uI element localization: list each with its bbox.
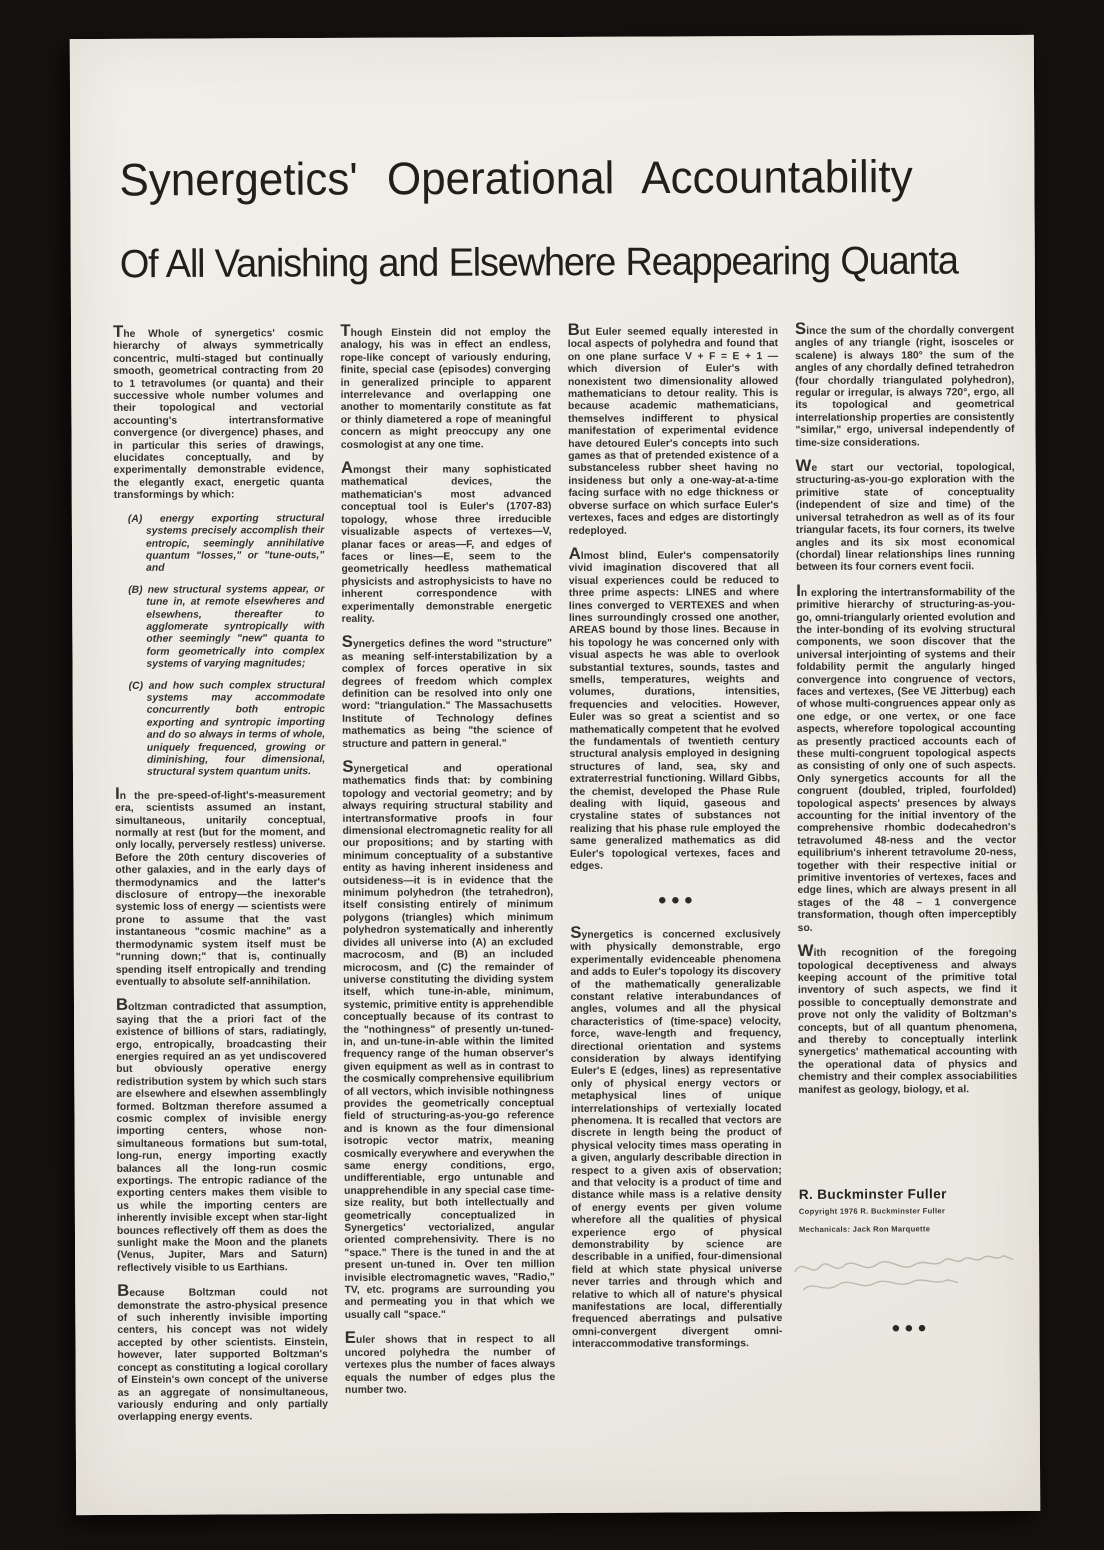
paragraph: Synergetics is concerned exclusively with physically demonstrable, ergo experimentally evidenceable phenomena and adds to Euler's topology its discovery of the mathematically generalizable constant relative interabundances of angles, volumes and all the physical characteristics of (time-space) velocity, force, wave-length and frequency, directional orientation and systems consideration by always identifying Euler's E (edges, lines) as representative only of physical energy vectors or metaphysical lines of unique interrelationships of vertexially located phenomena. It is recalled that vectors are discrete in length being the product of physical velocity times mass operating in a given, angularly describable direction in respect to a given axis of observation; and that velocity is a product of time and distance while mass is a relative density of energy events per given volume wherefore all the qualities of physical experience ergo of physical demonstrability by science are describable in a unified, four-dimensional field at which state physical universe never tarries and through which and relative to which all of nature's physical manifestations are local, differentially frequenced aberratings and pulsative omni-convergent divergent omni-interaccommodative transformings. <box>570 922 783 1351</box>
column-2 <box>340 320 556 1435</box>
poster <box>70 35 1040 1515</box>
credit-block <box>799 1188 1019 1335</box>
paragraph: Amongst their many sophisticated mathematical devices, the mathematician's most advanced conceptual tool is Euler's (1707-83) topology, whose three irreducible visualizable aspects of vertexes—V, planar faces or areas—F, and edges of faces or lines—E, seem to the geometrically heedless mathematical physicists and astrophysicists to have no inherent correspondence with experimentally demonstrable energetic reality. <box>340 457 552 625</box>
credit-author-name: R. Buckminster Fuller <box>798 1186 947 1202</box>
column-4 <box>794 318 1019 1433</box>
paragraph: Synergetics defines the word "structure" as meaning self-interstabilization by a complex of forces operative in six degrees of freedom which complex definition can be resolved into only one word: "triangulation." The Massachusetts Institute of Technology defines mathematics as being "the science of structure and pattern in general." <box>341 632 553 750</box>
paragraph: We start our vectorial, topological, structuring-as-you-go exploration with the primitive state of conceptuality (independent of size and time) of the universal tetrahedron as well as of its four triangular facets, its four corners, its twelve angles and its six most economical (chordal) linear relationships lines running between its four corners event focii. <box>795 455 1016 574</box>
paragraph: Almost blind, Euler's compensatorily vivid imagination discovered that all visual experiences could be reduced to three prime aspects: LINES and where lines converged to VERTEXES and when lines surroundingly crossed one another, AREAS bound by those lines. Because in his topology he was concerned only with visual aspects he was able to overlook substantial textures, sounds, tastes and smells, temperatures, weights and volumes, durations, intensities, frequencies and velocities. However, Euler was so great a scientist and so mathematically competent that he evolved the fundamentals of twentieth century structural analysis employed in designing structures of land, sea, sky and extraterrestrial functioning. Willard Gibbs, the chemist, developed the Phase Rule dealing with liquid, gaseous and crystaline states of substances not realizing that his phase rule employed the same generalized mathematics as did Euler's topological vertexes, faces and edges. <box>568 543 781 872</box>
paragraph: In exploring the intertransformability of the primitive hierarchy of structuring-as-you-go, omni-triangularly oriented evolution and the inter-bonding of its evolving structural components, we soon discover that the universal interjointing of systems and their foldability permit the angularly hinged convergence into congruence of vectors, faces and vertexes, (See VE Jitterbug) each of whose multi-congruences appear only as one edge, or one vertex, or one face aspects, wherefore topological accounting as presently practiced accounts each of these multi-congruent topological aspects as consisting of only one of such aspects. Only synergetics accounts for all the congruent (doubled, tripled, fourfolded) topological aspects' presences by always accounting for the initial inventory of the comprehensive rhombic dodecahedron's tetravolumed 48-ness and the vector equilibrium's inherent tetravolume 20-ness, together with their respective initial or primitive inventories of vertexes, faces and edge lines, which are always present in all stages of the 48 – 1 convergence transformation, though often imperceptibly so. <box>796 580 1017 934</box>
paragraph: Because Boltzman could not demonstrate the astro-physical presence of such inherently invisible importing centers, his concept was not widely accepted by other scientists. Einstein, however, later supported Boltzman's concept as constituting a logical corollary of Einstein's own concept of the universe as an aggregate of nonsimultaneous, variously enduring and only partially overlapping energy events. <box>117 1281 329 1424</box>
paragraph: Euler shows that in respect to all uncored polyhedra the number of vertexes plus the number of faces always equals the number of edges plus the number two. <box>344 1328 556 1396</box>
paragraph: The Whole of synergetics' cosmic hierarchy of always symmetrically concentric, multi-staged but continually smooth, geometrical contracting from 20 to 1 tetravolumes (or quanta) and their successive whole number volumes and their topological and vectorial accounting's intertransformative convergence (or divergence) phases, and in particular this series of drawings, elucidates conceptually, and by experimentally demonstrable evidence, the elegantly exact, energetic quanta transformings by which: <box>113 321 325 502</box>
list-item-a: (A) energy exporting structural systems precisely accomplish their entropic, seemingly annihilative quantum "losses," or "tune-outs," and <box>127 512 325 575</box>
paragraph: In the pre-speed-of-light's-measurement era, scientists assumed an instant, simultaneous, unitarily conceptual, normally at rest (but for the moment, and only locally, perversely restless) universe. Before the 20th century discoveries of other galaxies, and in the early days of thermodynamics and the latter's disclosure of entropy—the inexorable systemic loss of energy — scientists were prone to assume that the vast instantaneous "cosmic machine" as a thermodynamic system itself must be "running down;" that is, continually spending itself entropically and trending eventually to absolute self-annihilation. <box>115 783 327 988</box>
page-title: Synergetics' Operational Accountability <box>119 151 913 206</box>
credit-mechanicals: Mechanicals: Jack Ron Marquette <box>798 1224 931 1234</box>
section-divider-dots: ●●● <box>657 891 697 910</box>
list-item-c: (C) and how such complex structural systems may accommodate concurrently both entropic exporting and syntropic importing and do so always in terms of whole, uniquely frequenced, growing or diminishing, four dimensional, structural system quantum units. <box>128 679 326 779</box>
paragraph: Synergetical and operational mathematics finds that: by combining topology and vectorial geometry; and by always requiring structural stability and intertransformative proofs in four dimensional electromagnetic reality for all our propositions; and by starting with minimum conceptuality of a substantive entity as having inherent insideness and outsideness—it is in evidence that the minimum polyhedron (the tetrahedron), itself consisting entirely of minimum polygons (triangles) which minimum polyhedron systematically and inherently divides all universe into (A) an excluded macrocosm, and (B) an included microcosm, and (C) the remainder of universe constituting the dividing system itself, which tune-in-able, minimum, systemic, primitive entity is apprehendible conceptually because of its contrast to the "nothingness" of presently un-tuned-in, and un-tune-in-able within the limited frequency range of the human observer's given equipment as well as in contrast to the cosmically comprehensive equilibrium of all vectors, which invisible nothingness provides the geometrically conceptual field of structuring-as-you-go reference and is known as the four dimensional isotropic vector matrix, meaning cosmically everywhere and everywhen the same energy conditions, ergo, undifferentiable, ergo untunable and unapprehendible in any special case time-size reality, but both intellectually and geometrically conceptualized in Synergetics' vectorialized, angular oriented comprehensivity. There is no "space." There is the tuned in and the at present un-tuned in. Over ten million invisible electromagnetic waves, "Radio," TV, etc. programs are surrounding you and permeating you in that which we usually call "space." <box>342 756 555 1321</box>
credit-copyright: Copyright 1976 R. Buckminster Fuller <box>798 1206 946 1217</box>
page-subtitle: Of All Vanishing and Elsewhere Reappearing Quanta <box>119 239 958 287</box>
paragraph: Since the sum of the chordally convergent angles of any triangle (right, isosceles or scalene) is always 180° the sum of the angles of any chordally defined tetrahedron (four chordally triangulated polyhedron), regular or irregular, is always 720°, ergo, all its topological and geometrical interrelationship properties are consistently "similar," ergo, universal independently of time-size considerations. <box>794 318 1015 449</box>
list-item-b: (B) new structural systems appear, or tune in, at remote elsewheres and elsewhens, thereafter to agglomerate syntropically with other seemingly "new" quanta to form geometrically into complex systems of varying magnitudes; <box>128 583 325 670</box>
paragraph: With recognition of the foregoing topological deceptiveness and always keeping account of the primitive total inventory of such aspects, we find it possible to conceptually demonstrate and prove not only the validity of Boltzman's concepts, but of all quantum phenomena, and thereby to conceptually interlink synergetics' mathematical accounting with the operational data of physics and chemistry and their complex associabilities manifest as geology, biology, et al. <box>797 940 1018 1096</box>
credit-divider-dots: ●●● <box>891 1318 931 1337</box>
column-1 <box>113 321 329 1436</box>
paragraph: Though Einstein did not employ the analogy, his was in effect an endless, rope-like concept of variously enduring, finite, special case (episodes) converging in generalized principle to apparent interrelevance and overlapping one another to momentarily constitute as fat or thinly diametered a rope of meaningful concern as might preoccupy any one cosmologist at any one time. <box>340 320 552 451</box>
handwritten-signature-icon <box>792 1241 1019 1306</box>
text-columns <box>113 318 1019 1436</box>
paragraph: Boltzman contradicted that assumption, saying that the a priori fact of the existence of billions of stars, radiatingly, ergo, entropically, broadcasting their energies required an as yet undiscovered but obviously operative energy redistribution system by which such stars are elsewhere and elsewhen assemblingly formed. Boltzman therefore assumed a cosmic complex of invisible energy importing centers, whose non-simultaneous formations but sum-total, long-run, energy importing exactly balances all the long-run cosmic exportings. The entropic radiance of the exporting centers makes them visible to us while the importing centers are inherently invisible except when star-light bounces reflectively off them as does the sunlight make the Moon and the planets (Venus, Jupiter, Mars and Saturn) reflectively visible to us Earthians. <box>115 995 328 1274</box>
column-3 <box>567 319 783 1434</box>
paragraph: But Euler seemed equally interested in local aspects of polyhedra and found that on one plane surface V + F = E + 1 —which diversion of Euler's with nonexistent two dimensionality allowed mathematicians to detour reality. This is because academic mathematicians, themselves indifferent to physical manifestation of experimental evidence have detoured Euler's concepts into such games as that of pretended existence of a substanceless rubber sheet having no insideness but only a one-way-at-a-time facing surface with no edge thickness or obverse surface on which surface Euler's vertexes, faces and edges are distortingly redeployed. <box>567 319 779 537</box>
